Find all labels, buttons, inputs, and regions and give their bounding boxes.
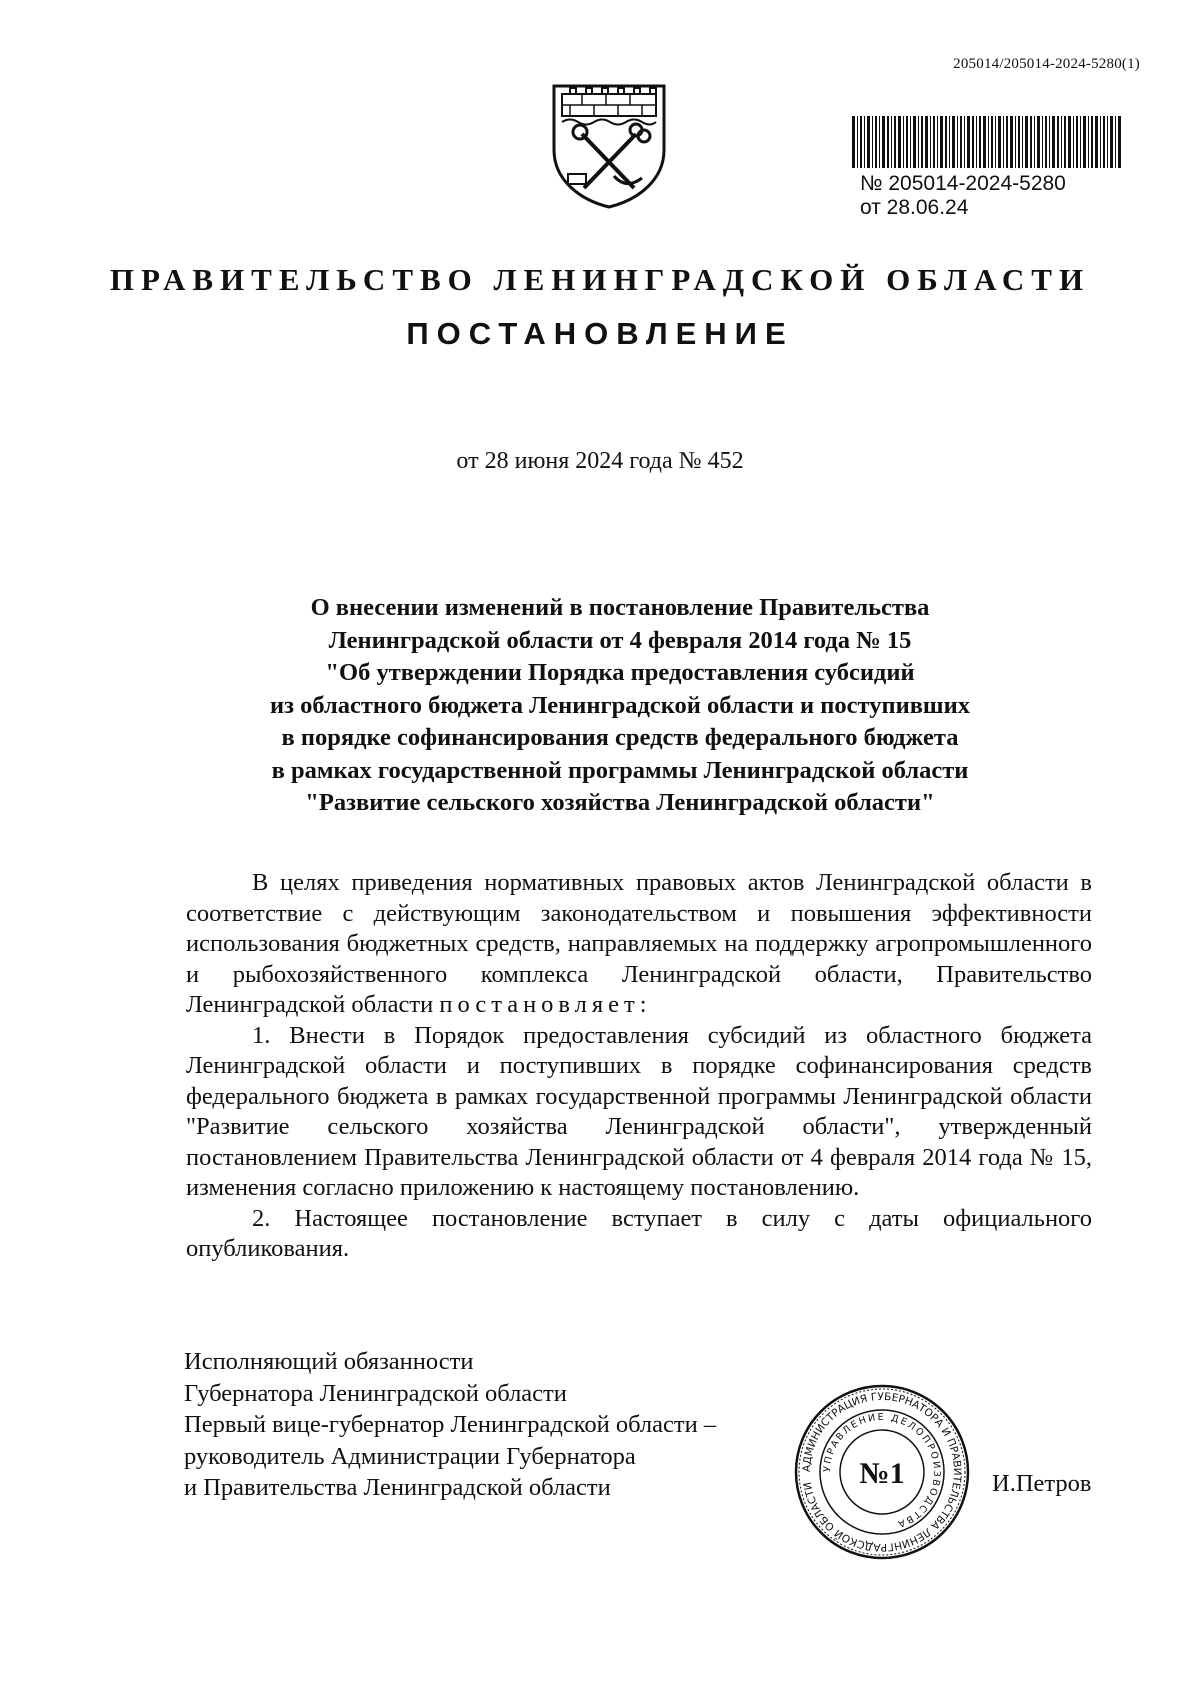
signer-line: и Правительства Ленинградской области <box>184 1474 611 1501</box>
subject-line: "Развитие сельского хозяйства Ленинградской области" <box>305 789 935 816</box>
signer-line: Первый вице-губернатор Ленинградской области – <box>184 1411 717 1438</box>
subject-line: в порядке софинансирования средств федерального бюджета <box>281 724 959 751</box>
document-type-heading: ПОСТАНОВЛЕНИЕ <box>406 316 794 351</box>
signer-line: руководитель Администрации Губернатора <box>184 1442 636 1470</box>
preamble-text: В целях приведения нормативных правовых актов Ленинградской области в соответствие с действующим законодательством и повышения эффективности использования бюджетных средств, направляемых на поддержку агропромышленного и рыбохозяйственного комплекса Ленинградской области, Правительство Ленинградской области <box>186 869 1092 1018</box>
stamp-ring-text: АДМИНИСТРАЦИЯ ГУБЕРНАТОРА И ПРАВИТЕЛЬСТВА ЛЕНИНГРАДСКОЙ ОБЛАСТИ <box>800 1390 964 1554</box>
coat-of-arms-emblem <box>548 80 670 210</box>
decree-body <box>186 868 1092 1265</box>
subject-line: в рамках государственной программы Ленинградской области <box>271 756 969 784</box>
decree-date-number: от 28 июня 2024 года № 452 <box>456 448 744 474</box>
preamble-paragraph <box>186 868 1092 1021</box>
stamp-inner-text: УПРАВЛЕНИЕ ДЕЛОПРОИЗВОДСТВА <box>821 1411 943 1530</box>
signatory-name: И.Петров <box>992 1470 1092 1497</box>
signer-line: Губернатора Ленинградской области <box>184 1379 567 1407</box>
resolves-verb: постановляет: <box>439 991 652 1018</box>
barcode-icon <box>852 116 1122 168</box>
signer-line: Исполняющий обязанности <box>184 1348 474 1375</box>
document-id: 205014/205014-2024-5280(1) <box>953 56 1140 72</box>
item-1-paragraph: 1. Внести в Порядок предоставления субсидий из областного бюджета Ленинградской области и поступивших в порядке софинансирования средств федерального бюджета в рамках государственной программы Ленинградской области "Развитие сельского хозяйства Ленинградской области", утвержденный постановлением Правительства Ленинградской области от 4 февраля 2014 года № 15, изменения согласно приложению к настоящему постановлению. <box>186 1021 1092 1201</box>
decree-subject <box>200 592 1040 820</box>
subject-line: из областного бюджета Ленинградской области и поступивших <box>270 691 970 719</box>
issuer-heading: ПРАВИТЕЛЬСТВО ЛЕНИНГРАДСКОЙ ОБЛАСТИ <box>109 262 1091 297</box>
stamp-number: №1 <box>859 1457 905 1490</box>
signer-block <box>184 1346 716 1504</box>
subject-line: "Об утверждении Порядка предоставления субсидий <box>325 659 915 686</box>
registration-number: № 205014-2024-5280 <box>860 172 1066 195</box>
subject-line: О внесении изменений в постановление Правительства <box>310 594 930 621</box>
registration-date: от 28.06.24 <box>860 196 969 219</box>
official-stamp <box>792 1382 972 1562</box>
subject-line: Ленинградской области от 4 февраля 2014 года № 15 <box>328 626 912 654</box>
item-2-paragraph: 2. Настоящее постановление вступает в силу с даты официального опубликования. <box>186 1204 1092 1262</box>
